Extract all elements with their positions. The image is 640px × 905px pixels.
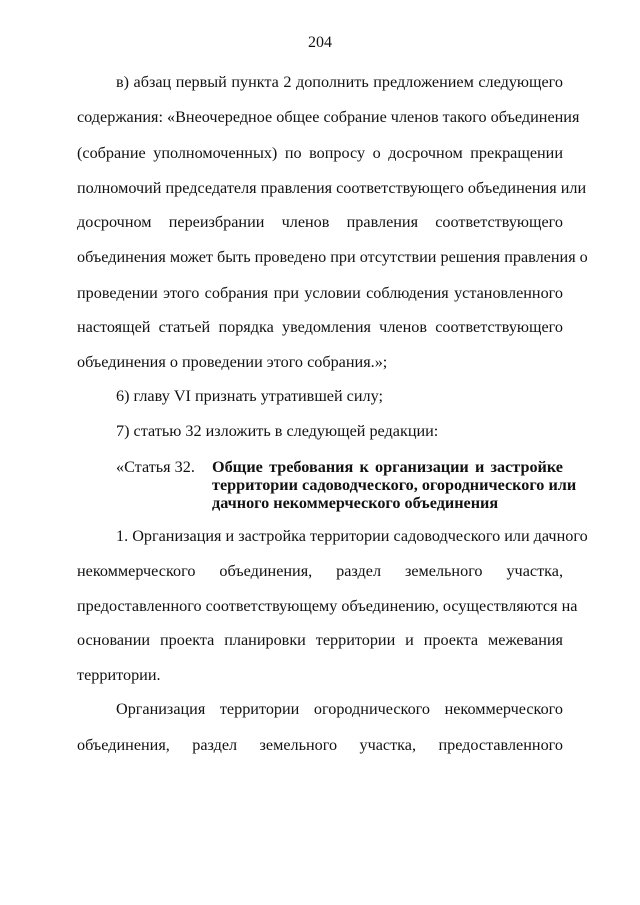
paragraph-line: полномочий председателя правления соответствующего объединения или <box>77 179 587 197</box>
item-6: 6) главу VI признать утратившей силу; <box>116 387 383 405</box>
paragraph-line: объединения, раздел земельного участка, предоставленного <box>77 736 563 754</box>
article-label: «Статья 32. <box>116 458 195 476</box>
paragraph-line: предоставленного соответствующему объединению, осуществляются на <box>77 597 578 615</box>
page-number: 204 <box>308 34 332 51</box>
paragraph-line: территории. <box>77 666 161 684</box>
paragraph-line: проведении этого собрания при условии соблюдения установленного <box>77 284 563 302</box>
paragraph-line: некоммерческого объединения, раздел земельного участка, <box>77 562 563 580</box>
paragraph-line: досрочном переизбрании членов правления соответствующего <box>77 213 563 231</box>
paragraph-line: Организация территории огороднического некоммерческого <box>116 700 563 718</box>
paragraph-line: основании проекта планировки территории и проекта межевания <box>77 631 563 649</box>
article-title-line: Общие требования к организации и застройке <box>212 458 563 476</box>
paragraph-line: в) абзац первый пункта 2 дополнить предложением следующего <box>116 73 563 91</box>
item-7: 7) статью 32 изложить в следующей редакции: <box>116 422 439 440</box>
article-title-line: территории садоводческого, огороднического или <box>212 476 577 494</box>
paragraph-line: (собрание уполномоченных) по вопросу о досрочном прекращении <box>77 144 563 162</box>
paragraph-line: настоящей статьей порядка уведомления членов соответствующего <box>77 318 563 336</box>
paragraph-line: объединения о проведении этого собрания.»; <box>77 353 388 371</box>
paragraph-line: 1. Организация и застройка территории садоводческого или дачного <box>116 527 588 545</box>
paragraph-line: объединения может быть проведено при отсутствии решения правления о <box>77 248 588 266</box>
article-title-line: дачного некоммерческого объединения <box>212 494 499 512</box>
paragraph-line: содержания: «Внеочередное общее собрание членов такого объединения <box>77 108 580 126</box>
